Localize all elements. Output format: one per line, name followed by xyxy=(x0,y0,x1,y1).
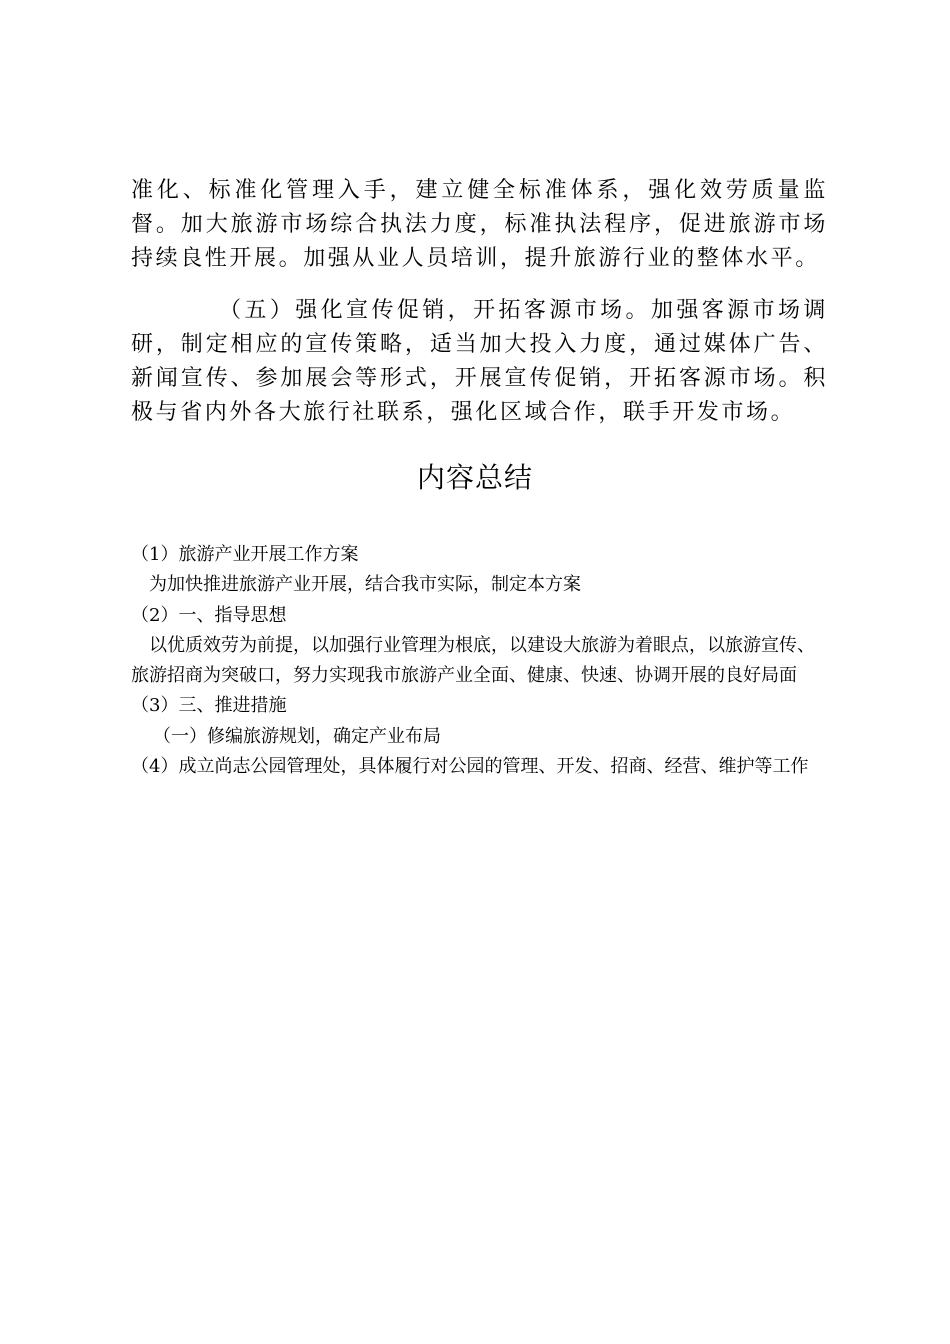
summary-item: （1）旅游产业开展工作方案 xyxy=(131,544,359,565)
summary-item: （3）三、推进措施 xyxy=(131,695,287,717)
body-paragraph-1 xyxy=(131,174,828,276)
summary-item: 为加快推进旅游产业开展，结合我市实际，制定本方案 xyxy=(149,574,581,596)
body-paragraph-2 xyxy=(131,294,828,430)
summary-item: 以优质效劳为前提，以加强行业管理为根底，以建设大旅游为着眼点，以旅游宣传、旅游招商为突破口，努力实现我市旅游产业全面、健康、快速、协调开展的良好局面 xyxy=(131,634,815,687)
summary-list xyxy=(131,540,831,782)
summary-item: （4）成立尚志公园管理处，具体履行对公园的管理、开发、招商、经营、维护等工作 xyxy=(131,756,809,778)
paragraph-text: （五）强化宣传促销，开拓客源市场。加强客源市场调研，制定相应的宣传策略，适当加大投入力度，通过媒体广告、新闻宣传、参加展会等形式，开展宣传促销，开拓客源市场。积极与省内外各大旅行社联系，强化区域合作，联手开发市场。 xyxy=(131,298,828,425)
summary-item: （一）修编旅游规划，确定产业布局 xyxy=(153,725,441,747)
paragraph-text: 准化、标准化管理入手，建立健全标准体系，强化效劳质量监督。加大旅游市场综合执法力度，标准执法程序，促进旅游市场持续良性开展。加强从业人员培训，提升旅游行业的整体水平。 xyxy=(131,178,828,271)
summary-heading: 内容总结 xyxy=(416,461,533,494)
summary-item: （2）一、指导思想 xyxy=(131,604,287,626)
